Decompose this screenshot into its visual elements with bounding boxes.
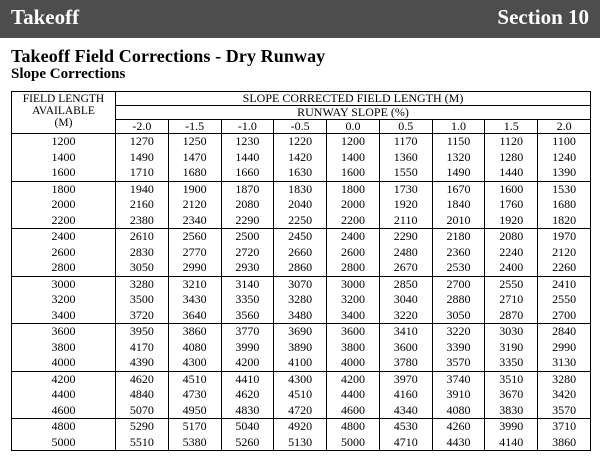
corrected-length-cell: 1230 — [221, 134, 274, 150]
corrected-length-cell: 4840 — [116, 387, 169, 403]
corrected-length-cell: 4340 — [379, 403, 432, 419]
corrected-length-cell: 2180 — [432, 229, 485, 245]
corrected-length-cell: 2120 — [168, 197, 221, 213]
corrected-length-cell: 3860 — [538, 435, 591, 451]
corrected-length-cell: 2830 — [116, 245, 169, 261]
corrected-length-cell: 1870 — [221, 181, 274, 197]
corrected-length-cell: 4510 — [168, 371, 221, 387]
corrected-length-cell: 2260 — [538, 260, 591, 276]
corrected-length-cell: 4730 — [168, 387, 221, 403]
corrected-length-cell: 1600 — [327, 165, 380, 181]
slope-column-header: 1.5 — [485, 120, 538, 134]
corrected-length-cell: 2000 — [327, 197, 380, 213]
corrected-length-cell: 2860 — [274, 260, 327, 276]
corrected-length-cell: 1420 — [274, 150, 327, 166]
corrected-length-cell: 2930 — [221, 260, 274, 276]
corrected-length-cell: 3910 — [432, 387, 485, 403]
corrected-length-cell: 1470 — [168, 150, 221, 166]
corrected-length-cell: 2870 — [485, 308, 538, 324]
corrected-length-cell: 3410 — [379, 324, 432, 340]
table-row — [12, 292, 591, 308]
corrected-length-cell: 1280 — [485, 150, 538, 166]
slope-column-header: 1.0 — [432, 120, 485, 134]
corrected-length-cell: 1200 — [327, 134, 380, 150]
field-length-cell: 1800 — [12, 181, 116, 197]
corrected-length-cell: 4260 — [432, 419, 485, 435]
field-length-cell: 3000 — [12, 276, 116, 292]
corrected-length-cell: 1270 — [116, 134, 169, 150]
corrected-length-cell: 4430 — [432, 435, 485, 451]
corrected-length-cell: 1400 — [327, 150, 380, 166]
corrected-length-cell: 1820 — [538, 213, 591, 229]
corrected-length-cell: 4170 — [116, 340, 169, 356]
table-row — [12, 355, 591, 371]
corrected-length-cell: 2610 — [116, 229, 169, 245]
corrected-length-cell: 4200 — [221, 355, 274, 371]
section-label: Section 10 — [497, 5, 589, 29]
corrected-length-cell: 1220 — [274, 134, 327, 150]
corrected-length-cell: 4080 — [432, 403, 485, 419]
field-length-cell: 3800 — [12, 340, 116, 356]
corrected-length-cell: 2560 — [168, 229, 221, 245]
corrected-length-cell: 3690 — [274, 324, 327, 340]
field-length-cell: 4000 — [12, 355, 116, 371]
slope-column-header: -1.5 — [168, 120, 221, 134]
slope-column-header: -0.5 — [274, 120, 327, 134]
corrected-length-cell: 4080 — [168, 340, 221, 356]
corrected-length-cell: 3050 — [432, 308, 485, 324]
corrected-length-cell: 2670 — [379, 260, 432, 276]
corrected-length-cell: 1920 — [485, 213, 538, 229]
corrected-length-cell: 2360 — [432, 245, 485, 261]
corrected-length-cell: 5510 — [116, 435, 169, 451]
corrected-length-cell: 3140 — [221, 276, 274, 292]
corrected-length-cell: 4300 — [168, 355, 221, 371]
field-length-cell: 1400 — [12, 150, 116, 166]
corrected-length-cell: 2250 — [274, 213, 327, 229]
field-length-cell: 4600 — [12, 403, 116, 419]
corrected-length-cell: 2040 — [274, 197, 327, 213]
corrected-length-cell: 1680 — [538, 197, 591, 213]
corrected-length-cell: 3970 — [379, 371, 432, 387]
corrected-length-cell: 3600 — [379, 340, 432, 356]
corrected-length-cell: 4800 — [327, 419, 380, 435]
corrected-length-cell: 3950 — [116, 324, 169, 340]
corrected-length-cell: 2340 — [168, 213, 221, 229]
slope-correction-table — [11, 91, 591, 451]
page-title: Takeoff Field Corrections - Dry Runway — [11, 46, 326, 66]
corrected-length-cell: 2700 — [538, 308, 591, 324]
corrected-length-cell: 3720 — [116, 308, 169, 324]
corrected-length-cell: 3600 — [327, 324, 380, 340]
corrected-length-cell: 2660 — [274, 245, 327, 261]
corrected-length-cell: 4620 — [116, 371, 169, 387]
chapter-title: Takeoff — [11, 5, 80, 29]
table-row — [12, 419, 591, 435]
corrected-length-cell: 3220 — [379, 308, 432, 324]
corrected-length-cell: 1550 — [379, 165, 432, 181]
table-row — [12, 435, 591, 451]
corrected-length-cell: 2080 — [221, 197, 274, 213]
field-length-cell: 4400 — [12, 387, 116, 403]
corrected-length-cell: 3030 — [485, 324, 538, 340]
corrected-length-cell: 3560 — [221, 308, 274, 324]
corrected-length-cell: 3990 — [221, 340, 274, 356]
corrected-length-cell: 1630 — [274, 165, 327, 181]
table-row — [12, 229, 591, 245]
corrected-length-cell: 4390 — [116, 355, 169, 371]
field-length-header-line: FIELD LENGTH — [22, 93, 105, 105]
corrected-length-cell: 1250 — [168, 134, 221, 150]
corrected-length-cell: 4200 — [327, 371, 380, 387]
field-length-cell: 2600 — [12, 245, 116, 261]
table-row — [12, 197, 591, 213]
corrected-length-cell: 4400 — [327, 387, 380, 403]
corrected-length-cell: 4510 — [274, 387, 327, 403]
field-length-cell: 4800 — [12, 419, 116, 435]
table-row — [12, 245, 591, 261]
corrected-length-cell: 3770 — [221, 324, 274, 340]
corrected-length-cell: 4530 — [379, 419, 432, 435]
corrected-length-cell: 2200 — [327, 213, 380, 229]
field-length-cell: 2400 — [12, 229, 116, 245]
corrected-length-cell: 1830 — [274, 181, 327, 197]
corrected-length-cell: 1660 — [221, 165, 274, 181]
field-length-cell: 2200 — [12, 213, 116, 229]
corrected-length-cell: 4160 — [379, 387, 432, 403]
corrected-length-cell: 4920 — [274, 419, 327, 435]
corrected-length-cell: 2010 — [432, 213, 485, 229]
table-row — [12, 324, 591, 340]
corrected-length-cell: 2990 — [538, 340, 591, 356]
corrected-length-cell: 2550 — [538, 292, 591, 308]
corrected-length-cell: 2500 — [221, 229, 274, 245]
corrected-length-cell: 4620 — [221, 387, 274, 403]
corrected-length-cell: 2770 — [168, 245, 221, 261]
corrected-length-cell: 1730 — [379, 181, 432, 197]
corrected-length-cell: 1970 — [538, 229, 591, 245]
corrected-length-cell: 3670 — [485, 387, 538, 403]
field-length-cell: 4200 — [12, 371, 116, 387]
corrected-length-cell: 3000 — [327, 276, 380, 292]
corrected-length-cell: 2850 — [379, 276, 432, 292]
page-subtitle: Slope Corrections — [11, 66, 126, 82]
corrected-length-cell: 2700 — [432, 276, 485, 292]
corrected-length-cell: 3640 — [168, 308, 221, 324]
table-row — [12, 387, 591, 403]
corrected-length-cell: 3740 — [432, 371, 485, 387]
corrected-length-cell: 4710 — [379, 435, 432, 451]
corrected-length-cell: 3200 — [327, 292, 380, 308]
corrected-length-cell: 1440 — [485, 165, 538, 181]
corrected-length-cell: 2990 — [168, 260, 221, 276]
field-length-cell: 3400 — [12, 308, 116, 324]
corrected-length-cell: 3390 — [432, 340, 485, 356]
corrected-length-cell: 2400 — [327, 229, 380, 245]
corrected-length-cell: 5170 — [168, 419, 221, 435]
corrected-length-cell: 1150 — [432, 134, 485, 150]
corrected-length-cell: 2290 — [379, 229, 432, 245]
corrected-length-cell: 1120 — [485, 134, 538, 150]
field-length-header — [12, 92, 116, 134]
corrected-length-cell: 3480 — [274, 308, 327, 324]
corrected-length-cell: 1530 — [538, 181, 591, 197]
corrected-length-cell: 1670 — [432, 181, 485, 197]
corrected-length-cell: 5130 — [274, 435, 327, 451]
field-length-cell: 1600 — [12, 165, 116, 181]
corrected-length-cell: 1170 — [379, 134, 432, 150]
corrected-length-cell: 2880 — [432, 292, 485, 308]
corrected-length-cell: 1440 — [221, 150, 274, 166]
field-length-header-line: (M) — [54, 117, 73, 129]
corrected-length-cell: 2380 — [116, 213, 169, 229]
table-row — [12, 308, 591, 324]
table-row — [12, 260, 591, 276]
corrected-length-cell: 2480 — [379, 245, 432, 261]
corrected-length-cell: 3350 — [221, 292, 274, 308]
corrected-length-cell: 3280 — [274, 292, 327, 308]
table-row — [12, 340, 591, 356]
corrected-length-cell: 2160 — [116, 197, 169, 213]
slope-column-header: -2.0 — [116, 120, 169, 134]
corrected-length-cell: 2530 — [432, 260, 485, 276]
corrected-length-cell: 2550 — [485, 276, 538, 292]
corrected-length-cell: 1710 — [116, 165, 169, 181]
corrected-length-cell: 4140 — [485, 435, 538, 451]
corrected-length-cell: 1390 — [538, 165, 591, 181]
corrected-length-cell: 2080 — [485, 229, 538, 245]
corrected-length-cell: 3280 — [538, 371, 591, 387]
corrected-length-cell: 3570 — [432, 355, 485, 371]
corrected-length-cell: 4720 — [274, 403, 327, 419]
corrected-length-cell: 4830 — [221, 403, 274, 419]
corrected-length-cell: 3420 — [538, 387, 591, 403]
corrected-length-cell: 1760 — [485, 197, 538, 213]
corrected-length-cell: 1100 — [538, 134, 591, 150]
corrected-length-cell: 3070 — [274, 276, 327, 292]
corrected-length-cell: 1920 — [379, 197, 432, 213]
corrected-length-cell: 4000 — [327, 355, 380, 371]
corrected-length-cell: 2840 — [538, 324, 591, 340]
corrected-length-cell: 3280 — [116, 276, 169, 292]
corrected-length-cell: 2600 — [327, 245, 380, 261]
corrected-length-cell: 3890 — [274, 340, 327, 356]
field-length-cell: 1200 — [12, 134, 116, 150]
corrected-length-cell: 3040 — [379, 292, 432, 308]
section-header-bar — [0, 0, 600, 38]
corrected-length-cell: 4410 — [221, 371, 274, 387]
slope-column-header: 2.0 — [538, 120, 591, 134]
table-row — [12, 134, 591, 150]
slope-column-header: 0.5 — [379, 120, 432, 134]
corrected-length-cell: 2240 — [485, 245, 538, 261]
corrected-length-cell: 2120 — [538, 245, 591, 261]
corrected-length-cell: 4100 — [274, 355, 327, 371]
table-row — [12, 276, 591, 292]
corrected-length-cell: 5290 — [116, 419, 169, 435]
corrected-length-cell: 2290 — [221, 213, 274, 229]
corrected-length-cell: 3710 — [538, 419, 591, 435]
corrected-length-cell: 1240 — [538, 150, 591, 166]
corrected-length-cell: 3400 — [327, 308, 380, 324]
corrected-length-cell: 3210 — [168, 276, 221, 292]
corrected-length-cell: 3430 — [168, 292, 221, 308]
corrected-length-header: SLOPE CORRECTED FIELD LENGTH (M) — [116, 92, 591, 106]
corrected-length-cell: 1680 — [168, 165, 221, 181]
corrected-length-cell: 5260 — [221, 435, 274, 451]
corrected-length-cell: 5380 — [168, 435, 221, 451]
field-length-cell: 2800 — [12, 260, 116, 276]
runway-slope-header: RUNWAY SLOPE (%) — [116, 106, 591, 120]
corrected-length-cell: 3130 — [538, 355, 591, 371]
corrected-length-cell: 4950 — [168, 403, 221, 419]
corrected-length-cell: 2800 — [327, 260, 380, 276]
corrected-length-cell: 1840 — [432, 197, 485, 213]
corrected-length-cell: 1900 — [168, 181, 221, 197]
table-row — [12, 150, 591, 166]
field-length-header-line: AVAILABLE — [32, 105, 95, 117]
table-row — [12, 181, 591, 197]
table-row — [12, 403, 591, 419]
corrected-length-cell: 5040 — [221, 419, 274, 435]
corrected-length-cell: 1490 — [432, 165, 485, 181]
corrected-length-cell: 3220 — [432, 324, 485, 340]
corrected-length-cell: 3780 — [379, 355, 432, 371]
corrected-length-cell: 3830 — [485, 403, 538, 419]
corrected-length-cell: 3500 — [116, 292, 169, 308]
corrected-length-cell: 2110 — [379, 213, 432, 229]
corrected-length-cell: 3190 — [485, 340, 538, 356]
corrected-length-cell: 1600 — [485, 181, 538, 197]
corrected-length-cell: 3050 — [116, 260, 169, 276]
corrected-length-cell: 3570 — [538, 403, 591, 419]
corrected-length-cell: 2720 — [221, 245, 274, 261]
slope-column-header: -1.0 — [221, 120, 274, 134]
table-row — [12, 371, 591, 387]
corrected-length-cell: 3990 — [485, 419, 538, 435]
corrected-length-cell: 4300 — [274, 371, 327, 387]
slope-column-header: 0.0 — [327, 120, 380, 134]
field-length-cell: 2000 — [12, 197, 116, 213]
corrected-length-cell: 2400 — [485, 260, 538, 276]
corrected-length-cell: 1490 — [116, 150, 169, 166]
corrected-length-cell: 1940 — [116, 181, 169, 197]
corrected-length-cell: 1320 — [432, 150, 485, 166]
corrected-length-cell: 1800 — [327, 181, 380, 197]
corrected-length-cell: 2410 — [538, 276, 591, 292]
field-length-cell: 5000 — [12, 435, 116, 451]
corrected-length-cell: 3510 — [485, 371, 538, 387]
corrected-length-cell: 5000 — [327, 435, 380, 451]
corrected-length-cell: 3860 — [168, 324, 221, 340]
table-row — [12, 213, 591, 229]
corrected-length-cell: 5070 — [116, 403, 169, 419]
field-length-cell: 3200 — [12, 292, 116, 308]
corrected-length-cell: 3800 — [327, 340, 380, 356]
corrected-length-cell: 4600 — [327, 403, 380, 419]
table-row — [12, 165, 591, 181]
corrected-length-cell: 1360 — [379, 150, 432, 166]
corrected-length-cell: 3350 — [485, 355, 538, 371]
corrected-length-cell: 2710 — [485, 292, 538, 308]
corrected-length-cell: 2450 — [274, 229, 327, 245]
field-length-cell: 3600 — [12, 324, 116, 340]
